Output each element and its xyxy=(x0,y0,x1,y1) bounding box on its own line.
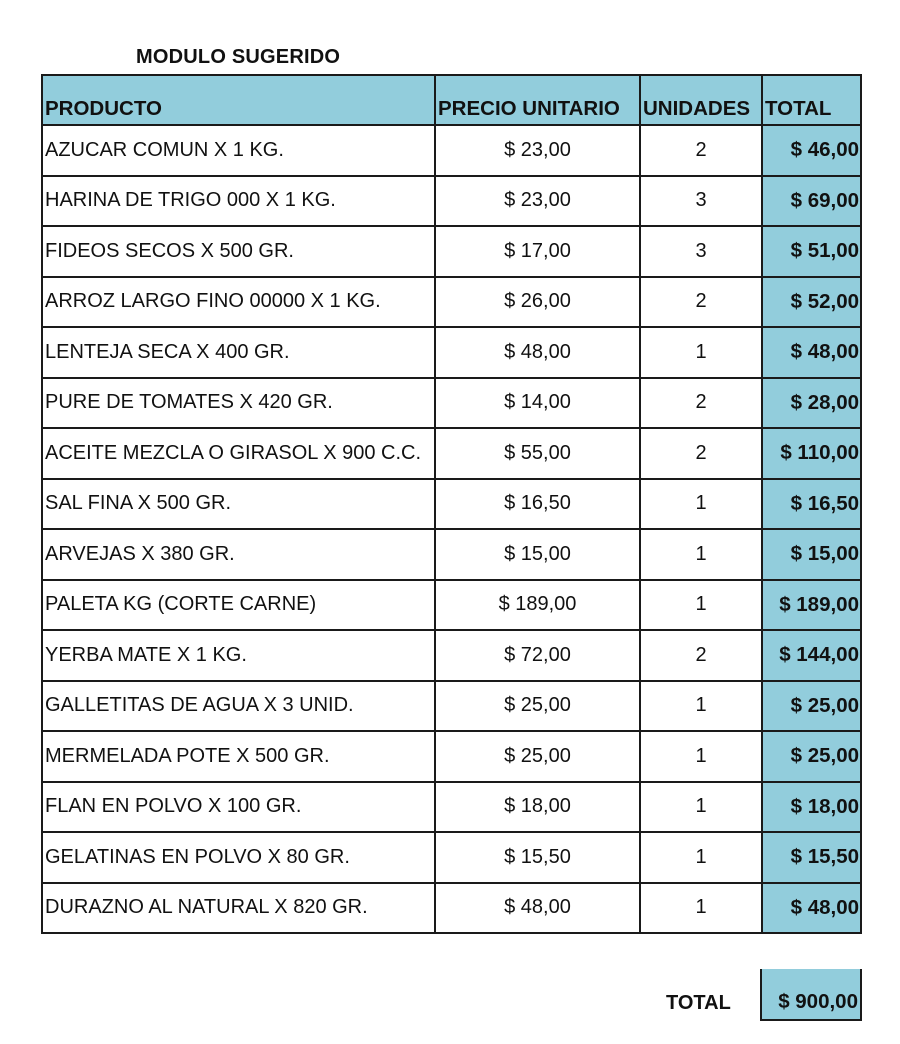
cell-precio-unitario: $ 55,00 xyxy=(435,428,640,479)
cell-unidades: 2 xyxy=(640,277,762,328)
cell-total: $ 48,00 xyxy=(762,883,861,934)
cell-producto: SAL FINA X 500 GR. xyxy=(42,479,435,530)
grand-total-section xyxy=(0,969,900,1021)
cell-unidades: 1 xyxy=(640,731,762,782)
cell-precio-unitario: $ 25,00 xyxy=(435,681,640,732)
table-row xyxy=(42,580,861,631)
table-row xyxy=(42,681,861,732)
cell-precio-unitario: $ 17,00 xyxy=(435,226,640,277)
cell-total: $ 28,00 xyxy=(762,378,861,429)
cell-unidades: 2 xyxy=(640,125,762,176)
cell-unidades: 1 xyxy=(640,580,762,631)
table-row xyxy=(42,176,861,227)
cell-unidades: 1 xyxy=(640,479,762,530)
cell-producto: ARROZ LARGO FINO 00000 X 1 KG. xyxy=(42,277,435,328)
cell-precio-unitario: $ 15,50 xyxy=(435,832,640,883)
cell-unidades: 3 xyxy=(640,226,762,277)
cell-unidades: 2 xyxy=(640,630,762,681)
cell-producto: ARVEJAS X 380 GR. xyxy=(42,529,435,580)
header-unidades: UNIDADES xyxy=(640,75,762,125)
cell-producto: ACEITE MEZCLA O GIRASOL X 900 C.C. xyxy=(42,428,435,479)
cell-precio-unitario: $ 23,00 xyxy=(435,125,640,176)
table-row xyxy=(42,226,861,277)
cell-precio-unitario: $ 18,00 xyxy=(435,782,640,833)
cell-producto: FIDEOS SECOS X 500 GR. xyxy=(42,226,435,277)
cell-total: $ 46,00 xyxy=(762,125,861,176)
cell-total: $ 144,00 xyxy=(762,630,861,681)
cell-precio-unitario: $ 23,00 xyxy=(435,176,640,227)
cell-unidades: 1 xyxy=(640,782,762,833)
table-row xyxy=(42,731,861,782)
cell-producto: YERBA MATE X 1 KG. xyxy=(42,630,435,681)
cell-producto: GELATINAS EN POLVO X 80 GR. xyxy=(42,832,435,883)
cell-total: $ 110,00 xyxy=(762,428,861,479)
cell-total: $ 16,50 xyxy=(762,479,861,530)
cell-total: $ 18,00 xyxy=(762,782,861,833)
table-row xyxy=(42,832,861,883)
cell-unidades: 1 xyxy=(640,832,762,883)
cell-producto: LENTEJA SECA X 400 GR. xyxy=(42,327,435,378)
cell-producto: MERMELADA POTE X 500 GR. xyxy=(42,731,435,782)
cell-unidades: 1 xyxy=(640,529,762,580)
cell-unidades: 1 xyxy=(640,883,762,934)
cell-total: $ 48,00 xyxy=(762,327,861,378)
cell-precio-unitario: $ 16,50 xyxy=(435,479,640,530)
cell-total: $ 69,00 xyxy=(762,176,861,227)
cell-total: $ 25,00 xyxy=(762,681,861,732)
header-precio-unitario: PRECIO UNITARIO xyxy=(435,75,640,125)
products-table xyxy=(41,74,862,934)
cell-total: $ 189,00 xyxy=(762,580,861,631)
cell-precio-unitario: $ 72,00 xyxy=(435,630,640,681)
cell-precio-unitario: $ 48,00 xyxy=(435,883,640,934)
cell-total: $ 15,00 xyxy=(762,529,861,580)
cell-producto: PALETA KG (CORTE CARNE) xyxy=(42,580,435,631)
table-row xyxy=(42,782,861,833)
grand-total-label: TOTAL xyxy=(666,992,731,1014)
cell-unidades: 2 xyxy=(640,428,762,479)
cell-producto: DURAZNO AL NATURAL X 820 GR. xyxy=(42,883,435,934)
cell-precio-unitario: $ 48,00 xyxy=(435,327,640,378)
cell-unidades: 1 xyxy=(640,327,762,378)
cell-precio-unitario: $ 25,00 xyxy=(435,731,640,782)
cell-producto: PURE DE TOMATES X 420 GR. xyxy=(42,378,435,429)
table-row xyxy=(42,277,861,328)
cell-producto: FLAN EN POLVO X 100 GR. xyxy=(42,782,435,833)
grand-total-value: $ 900,00 xyxy=(760,969,862,1021)
header-producto: PRODUCTO xyxy=(42,75,435,125)
cell-total: $ 15,50 xyxy=(762,832,861,883)
table-row xyxy=(42,428,861,479)
cell-precio-unitario: $ 189,00 xyxy=(435,580,640,631)
table-row xyxy=(42,883,861,934)
cell-precio-unitario: $ 15,00 xyxy=(435,529,640,580)
cell-unidades: 1 xyxy=(640,681,762,732)
table-row xyxy=(42,479,861,530)
cell-total: $ 52,00 xyxy=(762,277,861,328)
table-header-row xyxy=(42,75,861,125)
cell-total: $ 51,00 xyxy=(762,226,861,277)
header-total: TOTAL xyxy=(762,75,861,125)
cell-precio-unitario: $ 26,00 xyxy=(435,277,640,328)
cell-producto: GALLETITAS DE AGUA X 3 UNID. xyxy=(42,681,435,732)
table-row xyxy=(42,529,861,580)
cell-producto: AZUCAR COMUN X 1 KG. xyxy=(42,125,435,176)
table-row xyxy=(42,378,861,429)
cell-unidades: 2 xyxy=(640,378,762,429)
cell-unidades: 3 xyxy=(640,176,762,227)
table-row xyxy=(42,630,861,681)
table-row xyxy=(42,125,861,176)
table-row xyxy=(42,327,861,378)
document-title: MODULO SUGERIDO xyxy=(136,46,341,68)
cell-total: $ 25,00 xyxy=(762,731,861,782)
cell-producto: HARINA DE TRIGO 000 X 1 KG. xyxy=(42,176,435,227)
cell-precio-unitario: $ 14,00 xyxy=(435,378,640,429)
